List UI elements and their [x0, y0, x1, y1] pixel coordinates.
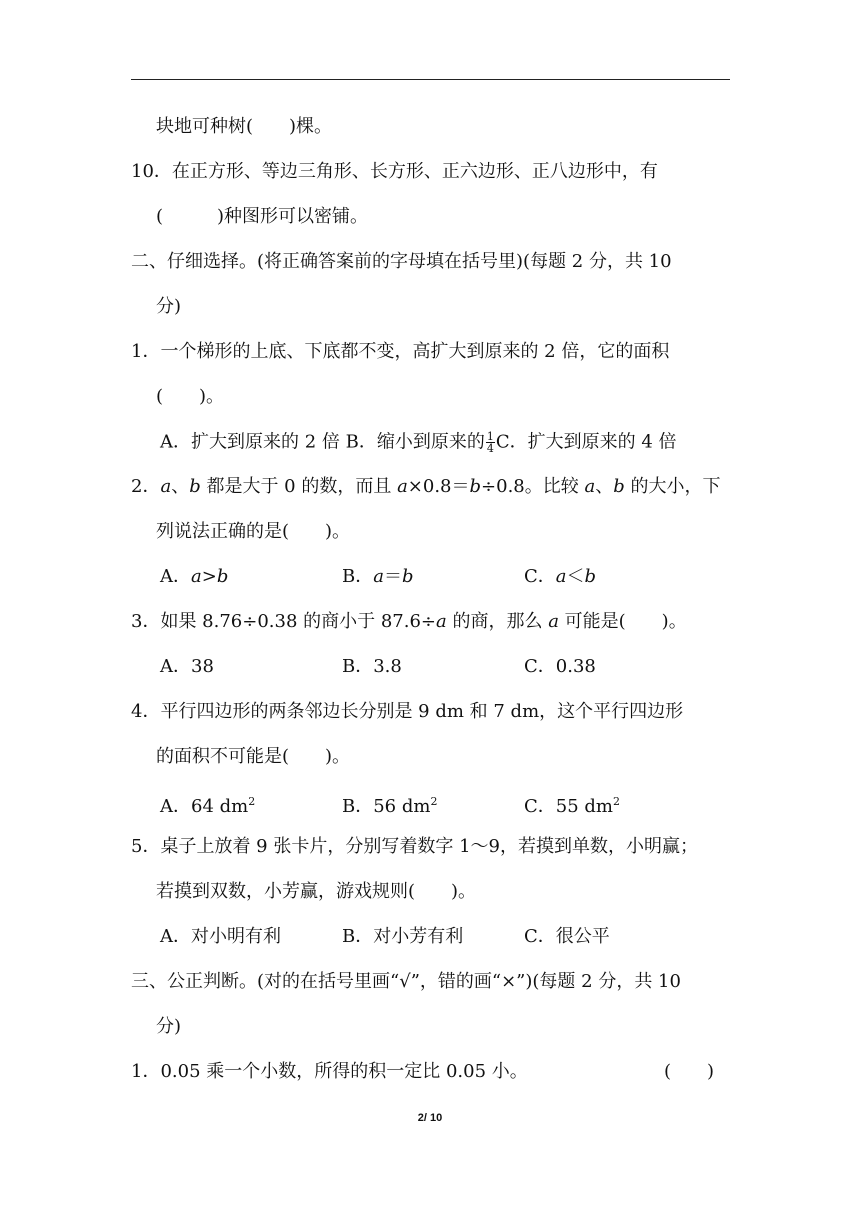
- q3-text-part: 的商，那么: [446, 611, 549, 632]
- q2-text-part: 的大小，下: [624, 476, 721, 497]
- q2-text: [131, 476, 720, 498]
- option-label: B．: [342, 566, 374, 587]
- exponent: 2: [430, 795, 438, 808]
- operator: ＝: [383, 566, 402, 587]
- var-b: b: [469, 476, 482, 497]
- option-text: A．64 dm: [160, 796, 249, 817]
- q10-continuation: ( )种图形可以密铺。: [156, 206, 369, 227]
- q4-option-b: [342, 791, 437, 818]
- q4-option-c: [524, 791, 620, 818]
- q1-options: [160, 431, 677, 454]
- var-a: a: [436, 611, 447, 632]
- q5-option-a: A．对小明有利: [160, 926, 281, 947]
- q5-continuation: 若摸到双数，小芳赢，游戏规则( )。: [156, 881, 477, 902]
- q1-option-c: C．扩大到原来的 4 倍: [495, 431, 677, 453]
- var-a: a: [160, 476, 172, 497]
- exponent: 2: [248, 795, 256, 808]
- q3-text-part: 可能是( )。: [558, 611, 687, 632]
- exponent: 2: [613, 795, 620, 808]
- q4-text: 4．平行四边形的两条邻边长分别是 9 dm 和 7 dm，这个平行四边形: [131, 701, 684, 722]
- q3-option-c: C．0.38: [524, 656, 596, 677]
- var-a: a: [555, 566, 567, 587]
- fraction-denominator: 4: [486, 442, 494, 455]
- section-2-heading: 二、仔细选择。(将正确答案前的字母填在括号里)(每题 2 分，共 10: [131, 251, 672, 272]
- answer-parentheses: ( ): [664, 1061, 715, 1082]
- var-b: b: [584, 566, 597, 587]
- q2-text-part: 、: [171, 476, 190, 497]
- option-label: C．: [524, 566, 556, 587]
- var-b: b: [216, 566, 229, 587]
- var-a: a: [584, 476, 596, 497]
- q1-option-a-b: A．扩大到原来的 2 倍 B．缩小到原来的: [160, 431, 485, 453]
- option-text: B．56 dm: [342, 796, 431, 817]
- q2-option-a: [160, 566, 228, 588]
- header-rule: [131, 79, 730, 80]
- q9-continuation: 块地可种树( )棵。: [156, 116, 333, 137]
- q5-text: 5．桌子上放着 9 张卡片，分别写着数字 1～9，若摸到单数，小明赢；: [131, 836, 698, 857]
- q4-option-a: [160, 791, 255, 818]
- q1-continuation: ( )。: [156, 386, 225, 407]
- q5-option-b: B．对小芳有利: [342, 926, 464, 947]
- judge-q1-text: 1．0.05 乘一个小数，所得的积一定比 0.05 小。: [131, 1061, 528, 1082]
- section-2-heading-continuation: 分): [156, 296, 182, 317]
- var-a: a: [548, 611, 559, 632]
- var-b: b: [189, 476, 201, 497]
- q2-text-part: 都是大于 0 的数，而且: [200, 476, 398, 497]
- q2-number: 2．: [131, 476, 161, 497]
- var-a: a: [373, 566, 384, 587]
- q3-option-a: A．38: [160, 656, 214, 677]
- operator: >: [201, 566, 217, 587]
- q1-text: 1．一个梯形的上底、下底都不变，高扩大到原来的 2 倍，它的面积: [131, 341, 670, 362]
- var-a: a: [191, 566, 202, 587]
- q3-option-b: B．3.8: [342, 656, 402, 677]
- q2-text-part: 、: [595, 476, 614, 497]
- q2-text-part: ÷0.8。比较: [481, 476, 585, 497]
- option-label: A．: [160, 566, 191, 587]
- section-3-heading: 三、公正判断。(对的在括号里画“√”，错的画“×”)(每题 2 分，共 10: [131, 971, 681, 992]
- var-b: b: [613, 476, 625, 497]
- option-text: C．55 dm: [524, 796, 613, 817]
- var-b: b: [401, 566, 414, 587]
- section-3-heading-continuation: 分): [156, 1016, 182, 1037]
- var-a: a: [397, 476, 408, 497]
- q4-continuation: 的面积不可能是( )。: [156, 746, 351, 767]
- q3-text-part: 3．如果 8.76÷0.38 的商小于 87.6÷: [131, 611, 437, 632]
- q10-text: 10．在正方形、等边三角形、长方形、正六边形、正八边形中，有: [131, 161, 658, 182]
- page-number: 2/ 10: [417, 1112, 443, 1124]
- q5-option-c: C．很公平: [524, 926, 610, 947]
- fraction-one-quarter: [486, 431, 495, 454]
- fraction-numerator: 1: [486, 430, 494, 443]
- operator: ＜: [566, 566, 585, 587]
- q2-continuation: 列说法正确的是( )。: [156, 521, 351, 542]
- q2-text-part: ×0.8＝: [407, 476, 470, 497]
- q3-text: [131, 611, 687, 633]
- q2-option-b: [342, 566, 414, 588]
- q2-option-c: [524, 566, 596, 588]
